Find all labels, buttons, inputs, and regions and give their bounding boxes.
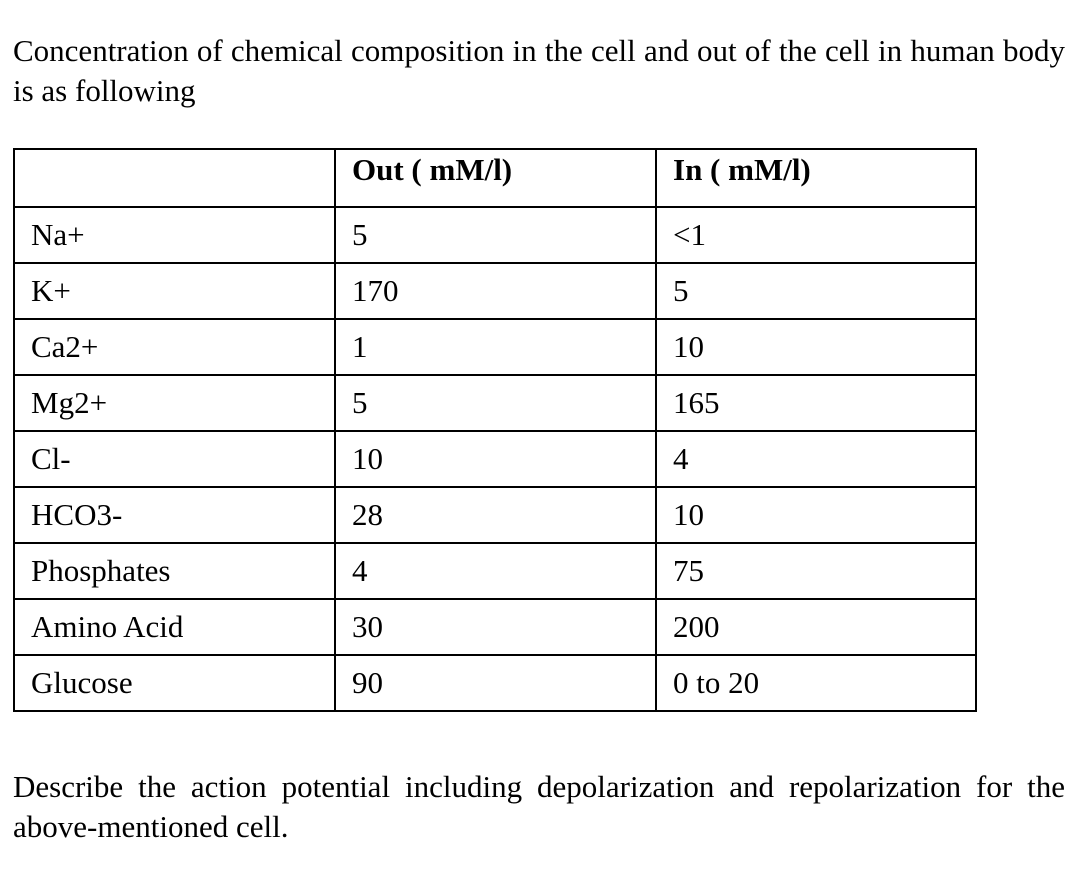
out-value-cell: 5 — [335, 375, 656, 431]
header-cell-substance — [14, 149, 335, 207]
intro-paragraph: Concentration of chemical composition in the cell and out of the cell in human body is as following — [13, 33, 1065, 108]
in-value-cell: 5 — [656, 263, 976, 319]
substance-cell: Na+ — [14, 207, 335, 263]
in-value-cell: 4 — [656, 431, 976, 487]
question-paragraph: Describe the action potential including depolarization and repolarization for the above-mentioned cell. — [13, 769, 1065, 844]
substance-cell: Phosphates — [14, 543, 335, 599]
in-value-cell: 10 — [656, 487, 976, 543]
substance-cell: K+ — [14, 263, 335, 319]
substance-cell: Glucose — [14, 655, 335, 711]
out-value-cell: 10 — [335, 431, 656, 487]
table-row — [14, 207, 976, 263]
out-value-cell: 28 — [335, 487, 656, 543]
substance-cell: Ca2+ — [14, 319, 335, 375]
table-row — [14, 431, 976, 487]
table-row — [14, 263, 976, 319]
table-row — [14, 543, 976, 599]
out-value-cell: 5 — [335, 207, 656, 263]
concentration-table — [13, 148, 977, 712]
out-value-cell: 1 — [335, 319, 656, 375]
in-value-cell: 75 — [656, 543, 976, 599]
table-header-row — [14, 149, 976, 207]
header-cell-in: In ( mM/l) — [656, 149, 976, 207]
table-row — [14, 599, 976, 655]
substance-cell: Cl- — [14, 431, 335, 487]
table-row — [14, 319, 976, 375]
table-row — [14, 655, 976, 711]
out-value-cell: 4 — [335, 543, 656, 599]
in-value-cell: 200 — [656, 599, 976, 655]
out-value-cell: 90 — [335, 655, 656, 711]
in-value-cell: 0 to 20 — [656, 655, 976, 711]
substance-cell: Amino Acid — [14, 599, 335, 655]
table-row — [14, 487, 976, 543]
substance-cell: Mg2+ — [14, 375, 335, 431]
out-value-cell: 30 — [335, 599, 656, 655]
out-value-cell: 170 — [335, 263, 656, 319]
in-value-cell: <1 — [656, 207, 976, 263]
substance-cell: HCO3- — [14, 487, 335, 543]
table-row — [14, 375, 976, 431]
in-value-cell: 10 — [656, 319, 976, 375]
in-value-cell: 165 — [656, 375, 976, 431]
header-cell-out: Out ( mM/l) — [335, 149, 656, 207]
